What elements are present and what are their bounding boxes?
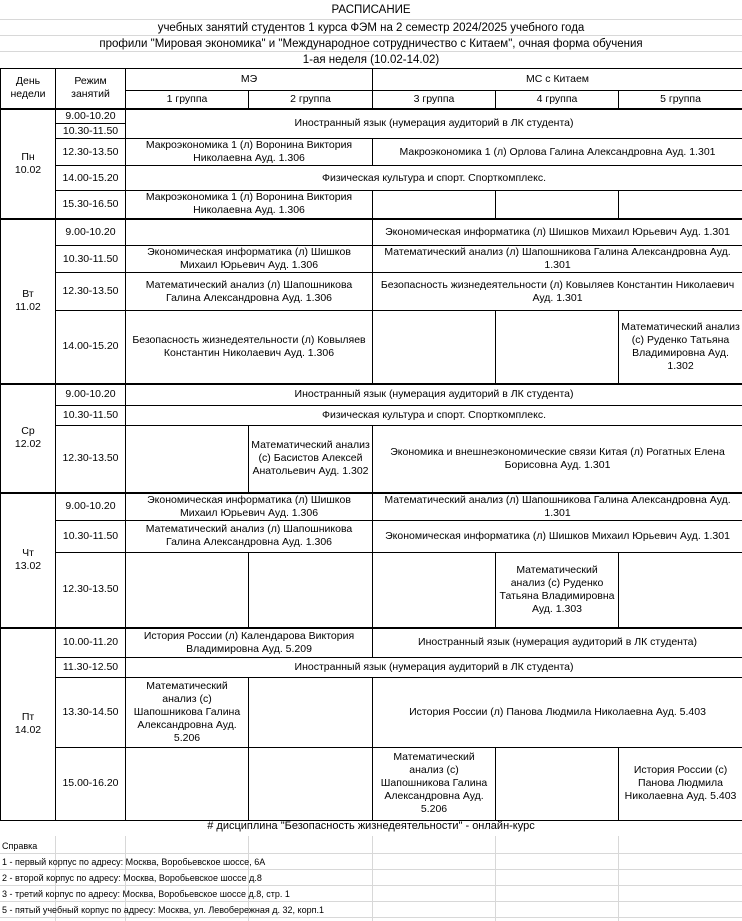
lesson-cell: Иностранный язык (нумерация аудиторий в ЛК студента) bbox=[126, 384, 742, 406]
time-cell: 10.30-11.50 bbox=[56, 246, 126, 273]
time-cell: 12.30-13.50 bbox=[56, 552, 126, 628]
lesson-cell: Математический анализ (с) Шапошникова Галина Александровна Ауд. 5.206 bbox=[126, 677, 249, 747]
header-group-5: 5 группа bbox=[619, 91, 742, 109]
time-cell: 9.00-10.20 bbox=[56, 384, 126, 406]
empty-cell bbox=[249, 747, 373, 820]
time-cell: 12.30-13.50 bbox=[56, 273, 126, 311]
lesson-cell: Иностранный язык (нумерация аудиторий в ЛК студента) bbox=[373, 628, 742, 657]
header-ms: МС с Китаем bbox=[373, 69, 742, 91]
header-group-4: 4 группа bbox=[496, 91, 619, 109]
empty-cell bbox=[249, 677, 373, 747]
time-cell: 10.00-11.20 bbox=[56, 628, 126, 657]
empty-cell bbox=[249, 552, 373, 628]
header-group-3: 3 группа bbox=[373, 91, 496, 109]
time-cell: 11.30-12.50 bbox=[56, 657, 126, 677]
empty-cell bbox=[126, 747, 249, 820]
header-day: День недели bbox=[1, 69, 56, 109]
schedule-table bbox=[0, 68, 742, 821]
lesson-cell: Математический анализ (с) Руденко Татьяна Владимировна Ауд. 1.303 bbox=[496, 552, 619, 628]
lesson-cell: Математический анализ (с) Руденко Татьяна Владимировна Ауд. 1.302 bbox=[619, 311, 742, 384]
empty-cell bbox=[496, 191, 619, 219]
footnote: # дисциплина "Безопасность жизнедеятельности" - онлайн-курс bbox=[207, 820, 535, 832]
day-cell-fri: Пт 14.02 bbox=[1, 628, 56, 820]
time-cell: 12.30-13.50 bbox=[56, 426, 126, 493]
lesson-cell: Математический анализ (л) Шапошникова Галина Александровна Ауд. 1.301 bbox=[373, 246, 742, 273]
lesson-cell: Математический анализ (с) Шапошникова Галина Александровна Ауд. 5.206 bbox=[373, 747, 496, 820]
time-cell: 10.30-11.50 bbox=[56, 406, 126, 426]
time-cell: 14.00-15.20 bbox=[56, 311, 126, 384]
lesson-cell: История России (с) Панова Людмила Николаевна Ауд. 5.403 bbox=[619, 747, 742, 820]
empty-cell bbox=[619, 552, 742, 628]
empty-cell bbox=[619, 191, 742, 219]
lesson-cell: Экономическая информатика (л) Шишков Михаил Юрьевич Ауд. 1.301 bbox=[373, 520, 742, 552]
empty-cell bbox=[373, 191, 496, 219]
time-cell: 10.30-11.50 bbox=[56, 124, 126, 139]
schedule-week: 1-ая неделя (10.02-14.02) bbox=[302, 54, 440, 66]
lesson-cell: Макроэкономика 1 (л) Воронина Виктория Николаевна Ауд. 1.306 bbox=[126, 139, 373, 166]
lesson-cell: Макроэкономика 1 (л) Орлова Галина Александровна Ауд. 1.301 bbox=[373, 139, 742, 166]
empty-cell bbox=[126, 219, 373, 246]
schedule-subtitle: учебных занятий студентов 1 курса ФЭМ на 2 семестр 2024/2025 учебного года bbox=[0, 20, 742, 36]
reference-item: 5 - пятый учебный корпус по адресу: Москва, ул. Левобережная д. 32, корп.1 bbox=[0, 902, 742, 918]
reference-item: 1 - первый корпус по адресу: Москва, Воробьевское шоссе, 6А bbox=[0, 854, 742, 870]
time-cell: 14.00-15.20 bbox=[56, 166, 126, 191]
lesson-cell: Иностранный язык (нумерация аудиторий в ЛК студента) bbox=[126, 657, 742, 677]
time-cell: 12.30-13.50 bbox=[56, 139, 126, 166]
lesson-cell: Экономическая информатика (л) Шишков Михаил Юрьевич Ауд. 1.306 bbox=[126, 246, 373, 273]
header-group-1: 1 группа bbox=[126, 91, 249, 109]
empty-cell bbox=[373, 311, 496, 384]
lesson-cell: Экономическая информатика (л) Шишков Михаил Юрьевич Ауд. 1.301 bbox=[373, 219, 742, 246]
lesson-cell: Физическая культура и спорт. Спорткомплекс. bbox=[126, 406, 742, 426]
schedule-title: РАСПИСАНИЕ bbox=[0, 2, 742, 20]
reference-item: 2 - второй корпус по адресу: Москва, Воробьевское шоссе д.8 bbox=[0, 870, 742, 886]
lesson-cell: Математический анализ (л) Шапошникова Галина Александровна Ауд. 1.306 bbox=[126, 520, 373, 552]
lesson-cell: Безопасность жизнедеятельности (л) Ковыляев Константин Николаевич Ауд. 1.301 bbox=[373, 273, 742, 311]
header-time: Режим занятий bbox=[56, 69, 126, 109]
time-cell: 9.00-10.20 bbox=[56, 109, 126, 124]
empty-cell bbox=[126, 552, 249, 628]
day-cell-tue: Вт 11.02 bbox=[1, 219, 56, 384]
day-cell-thu: Чт 13.02 bbox=[1, 493, 56, 629]
header-group-2: 2 группа bbox=[249, 91, 373, 109]
lesson-cell: История России (л) Календарова Виктория Владимировна Ауд. 5.209 bbox=[126, 628, 373, 657]
lesson-cell: Математический анализ (л) Шапошникова Галина Александровна Ауд. 1.306 bbox=[126, 273, 373, 311]
empty-cell bbox=[373, 552, 496, 628]
lesson-cell: Безопасность жизнедеятельности (л) Ковыляев Константин Николаевич Ауд. 1.306 bbox=[126, 311, 373, 384]
time-cell: 9.00-10.20 bbox=[56, 493, 126, 521]
time-cell: 13.30-14.50 bbox=[56, 677, 126, 747]
day-cell-wed: Ср 12.02 bbox=[1, 384, 56, 493]
lesson-cell: Математический анализ (с) Басистов Алексей Анатольевич Ауд. 1.302 bbox=[249, 426, 373, 493]
lesson-cell: Иностранный язык (нумерация аудиторий в ЛК студента) bbox=[126, 109, 742, 139]
reference-item: 3 - третий корпус по адресу: Москва, Воробьевское шоссе д.8, стр. 1 bbox=[0, 886, 742, 902]
time-cell: 10.30-11.50 bbox=[56, 520, 126, 552]
lesson-cell: История России (л) Панова Людмила Николаевна Ауд. 5.403 bbox=[373, 677, 742, 747]
empty-cell bbox=[496, 311, 619, 384]
header-me: МЭ bbox=[126, 69, 373, 91]
lesson-cell: Физическая культура и спорт. Спорткомплекс. bbox=[126, 166, 742, 191]
lesson-cell: Математический анализ (л) Шапошникова Галина Александровна Ауд. 1.301 bbox=[373, 493, 742, 521]
time-cell: 15.00-16.20 bbox=[56, 747, 126, 820]
reference-title: Справка bbox=[0, 838, 742, 854]
lesson-cell: Экономическая информатика (л) Шишков Михаил Юрьевич Ауд. 1.306 bbox=[126, 493, 373, 521]
lesson-cell: Экономика и внешнеэкономические связи Китая (л) Рогатных Елена Борисовна Ауд. 1.301 bbox=[373, 426, 742, 493]
schedule-profiles: профили "Мировая экономика" и "Международное сотрудничество с Китаем", очная форма обучения bbox=[0, 36, 742, 52]
day-cell-mon: Пн 10.02 bbox=[1, 109, 56, 219]
lesson-cell: Макроэкономика 1 (л) Воронина Виктория Николаевна Ауд. 1.306 bbox=[126, 191, 373, 219]
empty-cell bbox=[496, 747, 619, 820]
empty-cell bbox=[126, 426, 249, 493]
time-cell: 15.30-16.50 bbox=[56, 191, 126, 219]
time-cell: 9.00-10.20 bbox=[56, 219, 126, 246]
